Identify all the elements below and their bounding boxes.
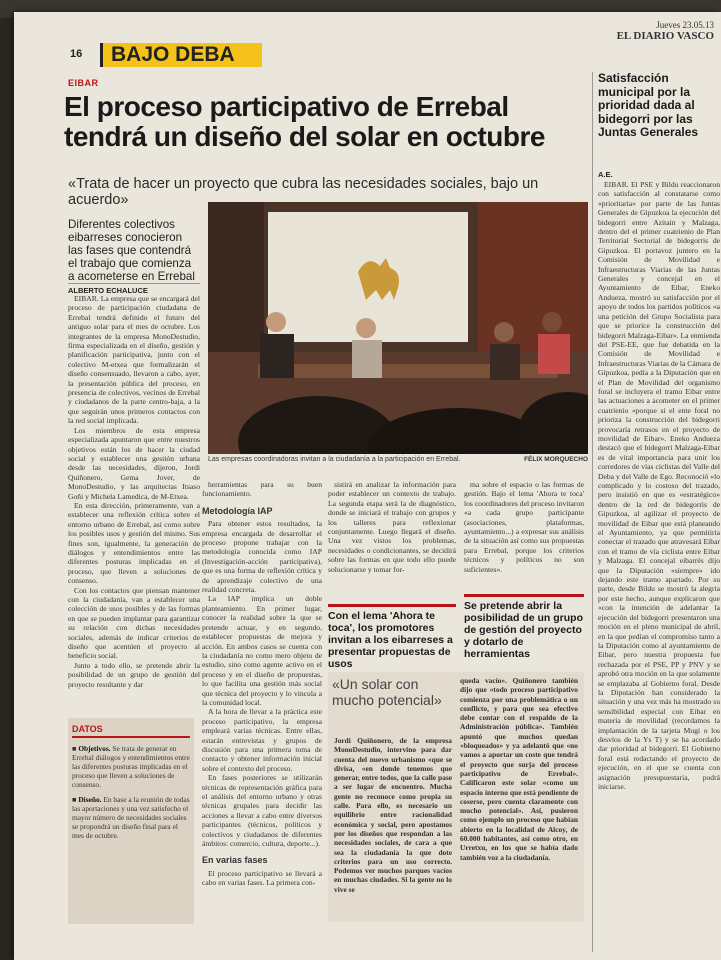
paragraph: El proceso participativo se llevará a cabo en varias fases. La primera con-	[202, 868, 322, 888]
sidebar-headline: Satisfacción municipal por la prioridad dada al bidegorri por las Juntas Generales	[598, 71, 699, 139]
quote-box	[328, 672, 584, 922]
masthead-paper: EL DIARIO VASCO	[616, 30, 714, 42]
paragraph: En esta dirección, primeramente, van a establecer una reflexión crítica sobre el entorno urbano de Errebal, así como sobre los posibles usos y gestión del mismo. Sus fines son, igualmente, la generación de diálogos y entendimientos entre las diferentes posturas implicadas en el proceso, que lleven a soluciones de consenso.	[68, 500, 200, 586]
masthead-date: Jueves 23.05.13	[656, 20, 714, 30]
article-lede: Diferentes colectivos eibarreses conocieron las fases que contendrá el trabajo que comienza a acometerse en Errebal	[68, 218, 195, 283]
paragraph: Con los contactos que piensan mantener con la ciudadanía, van a establecer una colección de usos posibles y de las formas en que se pueden implantar para garantizar su relación con dichas necesidades sociales, además de indicar criterios de diseño que acentúen el proyecto al beneficio social.	[68, 585, 200, 661]
datos-item-text: Se trata de generar en Errebal diálogos y entendimientos entre las diferentes posturas implicadas en el proceso que lleven a soluciones de consenso.	[72, 744, 190, 789]
photo-credit: FÉLIX MORQUECHO	[524, 456, 588, 463]
quote-box-title: «Un solar con mucho potencial»	[332, 676, 442, 708]
article-column-1	[68, 294, 200, 714]
photo-caption	[208, 456, 588, 463]
quote-box-left-text: Jordi Quiñonero, de la empresa MonoDestudio, intervino para dar cuenta del nuevo urbanismo «que se divisa, «en donde tenemos que generar, entre todos, que la calle pase a ser lugar de encuentro. Mucha gente no reconoce como propia su calle. Para ello, es necesario un equilibrio entre racionalidad económica y social, pero apostamos por los diseños que respondan a las necesidades sociales, de cara a que sea la ciudadanía la que dote criterios para un uso correcto. Podemos ver muchos parques vacíos en muchas ciudades. Si la gente no lo vive se	[334, 736, 452, 894]
article-byline: ALBERTO ECHALUCE	[68, 283, 200, 295]
datos-item: ■ Diseño. En base a la reunión de todas las aportaciones y una vez satisfecho el mayor número de necesidades sociales se propondrá un diseño final para el mes de octubre.	[72, 795, 190, 840]
photo-scene-image	[208, 202, 588, 454]
paragraph: EIBAR. La empresa que se encargará del proceso de participación ciudadana de Errebal tendrá definido el futuro del antiguo solar para el mes de octubre. Los integrantes de la empresa MonoDestudio, firma especializada en el diseño, gestión y planificación participativa, junto con el colectivo M-etxea que formalizarán el diseño consensuado, llevaron a cabo, ayer, la presentación pública del proceso, en presencia de colectivos, vecinos de Errebal y ciudadanos de la parte centro-baja, a la que seguirán unos primeros contactos con la red social implicada.	[68, 294, 200, 426]
newspaper-page	[14, 12, 721, 960]
datos-item-label: Diseño.	[78, 795, 102, 804]
article-photo	[208, 202, 588, 454]
datos-item: ■ Objetivos. Se trata de generar en Errebal diálogos y entendimientos entre las diferentes posturas implicadas en el proceso que lleven a soluciones de consenso.	[72, 744, 190, 789]
article-column-2	[202, 480, 322, 920]
datos-item-label: Objetivos.	[78, 744, 111, 753]
paragraph: A la hora de llevar a la práctica este proceso participativo, la empresa empleará varias técnicas. Entre ellas, estarán entrevistas y grupos de discusión para una primera toma de contacto y obtener información inicial sobre el contexto del proceso.	[202, 707, 322, 773]
column-divider	[592, 72, 593, 952]
article-headline: El proceso participativo de Errebal tendrá un diseño del solar en octubre	[64, 91, 545, 152]
paragraph: Junto a todo ello, se pretende abrir la posibilidad de un grupo de gestión del proyecto resultante y dar	[68, 660, 200, 689]
article-column-4	[464, 480, 584, 588]
datos-title: DATOS	[72, 724, 190, 738]
paragraph: EIBAR. El PSE y Bildu reaccionaron con satisfacción al constatarse como «prioritaria» por parte de las Juntas Generales de Gipuzkoa la ejecución del bidegorri entre Azitain y Malzaga, dentro del el primer cuatrienio de Plan Territorial Sectorial de bidegorris de Gipuzkoa. El portavoz juntero en la Comisión de Movilidad e Infraestructuras Viarias de las Juntas Generales y concejal en el Ayuntamiento de Eibar, Eneko Andueza, mostró su satisfacción por el apoyo de todos los partidos políticos «a una petición del Grupo Socialista para que se priorice la construcción del bidegorri Malzaga-Eibar». La enmienda del PSE-EE, que fue debatida en la Comisión de Movilidad e Infraestructuras Viarias de la Cámara de Gipuzkoa, pedía a la Diputación que en el Plan de Movilidad del organismo foral se incluyera el tramo Eibar entre las actuaciones a acometer en el primer cuatrienio «porque si el ente foral no prioriza la construcción del bidegorri provocaría retrasos en el proyecto de movilidad de Eibar». Eneko Andueza destacó que el bidegorri Malzaga-Eibar es de vital importancia para unir los corredores de vías ciclistas del Valle del Deba y del Valle de Ego. Reconoció «lo complicado y lo costoso del trazado, pero insistió en que es «estratégico» dentro de la red de bidegorris de Gipuzkoa, al agilizar el proyecto de movilidad de Eibar que está planeando el Ayuntamiento, ya que permitiría conectar el trazado que atravesará Eibar con el tramo de vía ciclista entre Eibar y Malzaga. El concejal eibarrés dijo que la Diputación «siempre» ido dejando este tramo apartado. Por su parte, desde Bildu se mostró la alegría por este hecho, aunque explicaron que «con la intención de adelantar la ejecución del bidegorri presentaron una moción en el pleno municipal de abril, en la que pedían el compromiso tanto a la Diputación como al ayuntamiento de Eibar, pero nuestra propuesta fue rechazada por el PSE, PP y PNV y se aprobó otra moción en la que solamente se emplazaba al Gobierno foral. Desde la Diputación han considerado la situación y una vez más ha mostrado su sensibilidad especial con Eibar en materia de movilidad (recordamos la implantación de la tarjeta Mugi o los desvíos de la Ys T) y se ha acordado dar prioridad al bidegorri. El Gobierno foral está redactando el proyecto de ejecución, en el que se cuenta con asignación presupuestaria, podrá iniciarse.	[598, 180, 720, 791]
subsection-heading: Metodología IAP	[202, 505, 273, 516]
section-banner: BAJO DEBA	[100, 43, 262, 67]
pull-quote-2: Se pretende abrir la posibilidad de un grupo de gestión del proyecto y dotarlo de herramientas	[464, 594, 584, 660]
photo-caption-text: Las empresas coordinadoras invitan a la ciudadanía a la participación en Errebal.	[208, 456, 461, 463]
sidebar-body	[598, 180, 720, 955]
paragraph: ma sobre el espacio o las formas de gestión. Bajo el lema 'Ahora te toca' los coordinadores del proceso invitaron «a cada grupo participante (asociaciones, plataformas, ayuntamiento...) a expresar sus análisis de la situación así como sus propuestas para Errebal, porque los criterios técnicos y políticos no son suficientes».	[464, 480, 584, 574]
paragraph: sistirá en analizar la información para poder establecer un contexto de trabajo. La segunda etapa será la de diagnóstico, donde se iniciará el trabajo con grupos y los talleres para reflexionar conjuntamente. Luego llegará el diseño. Una vez vistos los problemas, necesidades o condicionantes, se decidirá sobre las formas en que todo ello puede solucionarse y tomar for-	[328, 480, 456, 574]
paragraph: En fases posteriores se utilizarán técnicas de representación gráfica para el análisis del entorno urbano y otras técnicas grupales para decidir las acciones a llevar a cabo entre diversos participantes (técnicos, políticos y colectivos y ciudadanos de diferentes ámbitos: comercio, cultura, deporte...).	[202, 773, 322, 849]
datos-box	[68, 718, 194, 924]
paragraph: Para obtener estos resultados, la empresa encargada de desarrollar el proceso propone trabajar con la metodología conocida como IAP (Investigación-acción participativa), que es una forma de reflexión crítica y de aprendizaje colectivo de una realidad concreta.	[202, 519, 322, 595]
datos-item-text: En base a la reunión de todas las aportaciones y una vez satisfecho el mayor número de necesidades sociales se propondrá un diseño final para el mes de octubre.	[72, 795, 190, 840]
paragraph: Los miembros de esta empresa especializada apuntaron que entre nuestros objetivos están los de hacer la ciudad social y establecer una gestión urbana desde las necesidades, dijeron, Jordi Quiñonero, Gema Jover, de MonoDestudio, y las arquitectas Itsaso Goñi y Michela Lamedica, de M-Etxea.	[68, 425, 200, 501]
masthead	[574, 20, 714, 42]
pull-quote-1: Con el lema 'Ahora te toca', los promotores invitan a los eibarreses a presentar propuestas de usos	[328, 604, 456, 670]
quote-box-right-text: queda vacío». Quiñonero también dijo que «todo proceso participativo comienza por una problemática o un conflicto, y para que sea efectivo debe contar con el respaldo de la Administración pública». También apuntó que muchos quedan «bloqueados» y ya adelantó que «no vamos a aportar un coste que tendrá el proyecto que surja del proceso participativo de Errebal». Calificaron este solar «como un espacio interno que está pendiente de coserse, pero cuenta claramente con mucho potencial». Así, pusieron como ejemplo un proceso que habían abierto en la localidad de Alcoy, de 60.000 habitantes, así como otro, en Urretxu, en los que se había dado también voz a la ciudadanía.	[460, 676, 578, 862]
paragraph: La IAP implica un doble planteamiento. En primer lugar, conocer la realidad sobre la que se pretende actuar, y en segundo, establecer propuestas de mejora y acción. En ambos casos se cuenta con la ciudadanía no como mero objeto de estudio, sino como agente activo en el proceso y en el diseño de propuestas, lo que facilita una gestión más social que técnica del proyecto y lo vincula a la comunidad local.	[202, 594, 322, 707]
article-column-3	[328, 480, 456, 600]
subsection-heading: En varias fases	[202, 855, 268, 866]
paragraph: herramientas para su buen funcionamiento.	[202, 480, 322, 499]
article-subhead: «Trata de hacer un proyecto que cubra las necesidades sociales, bajo un acuerdo»	[68, 176, 539, 208]
sidebar-byline: A.E.	[598, 170, 613, 179]
page-number: 16	[70, 48, 83, 60]
article-kicker: EIBAR	[68, 78, 99, 88]
